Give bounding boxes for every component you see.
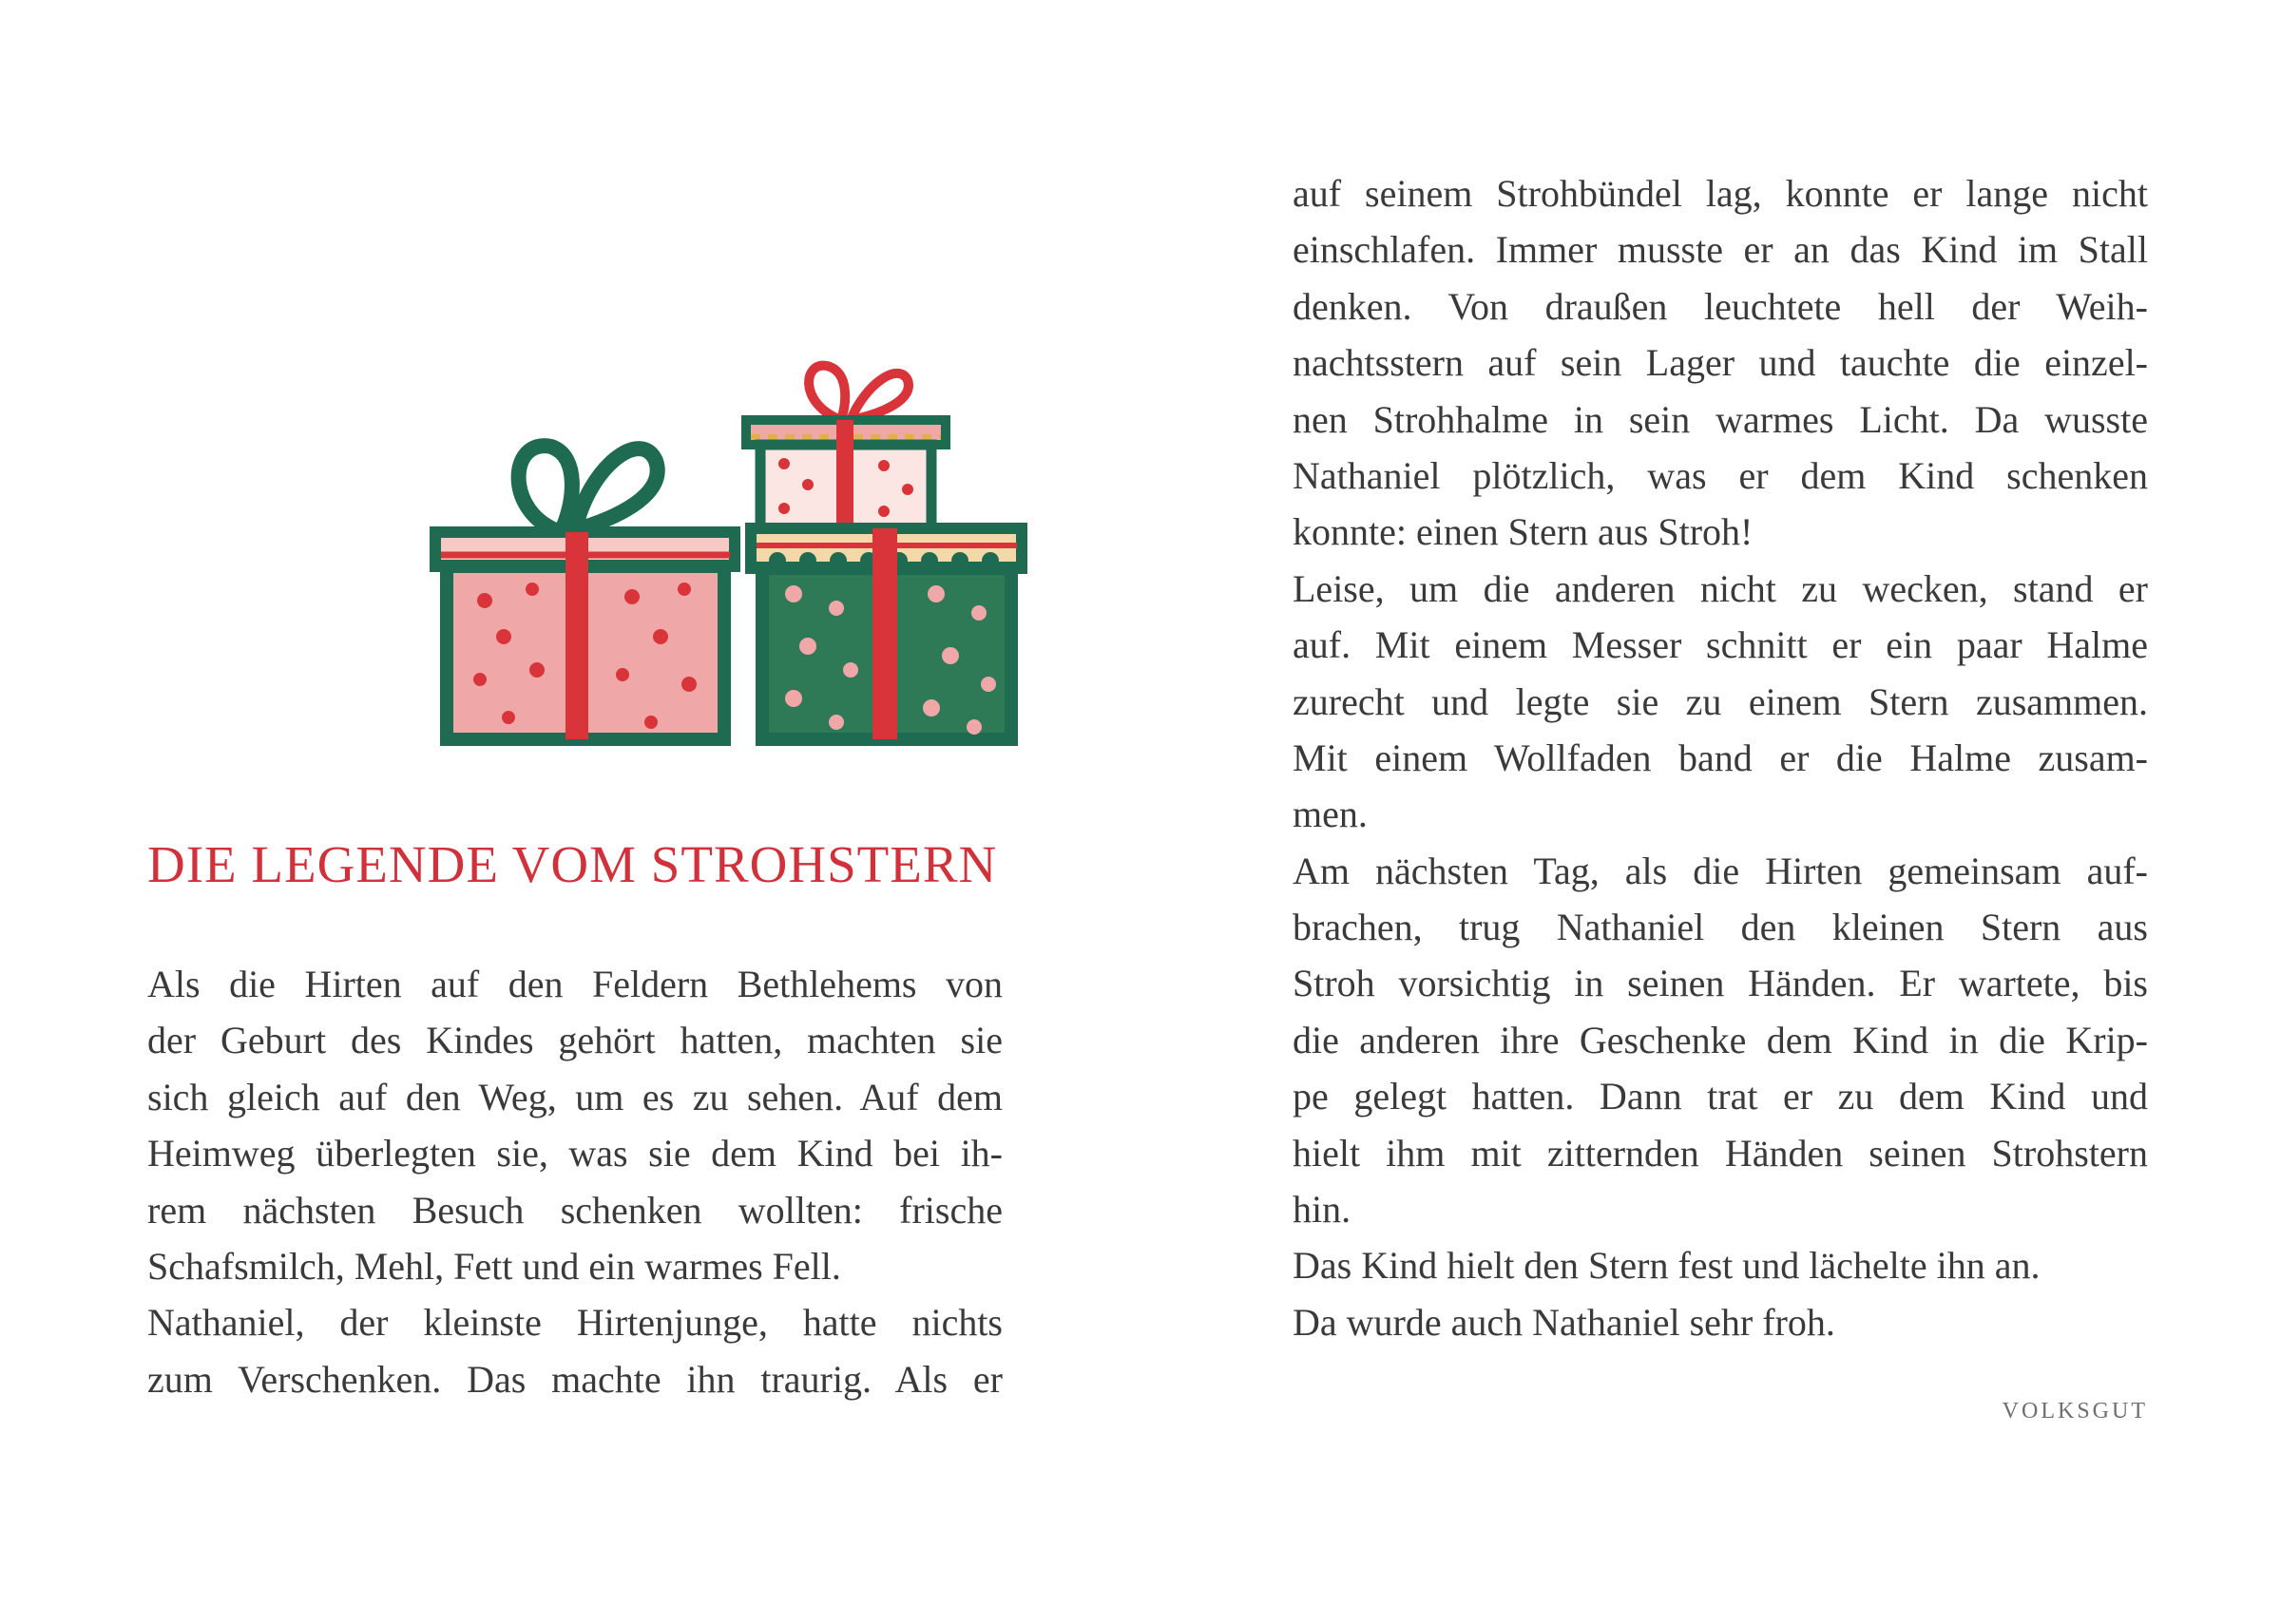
gift-boxes-icon xyxy=(418,352,1045,770)
text-line: Heimweg überlegten sie, was sie dem Kind bei ih- xyxy=(147,1132,1003,1175)
text-line: auf. Mit einem Messer schnitt er ein paar Halme xyxy=(1293,623,2148,667)
text-line: konnte: einen Stern aus Stroh! xyxy=(1293,510,1754,554)
text-line: zum Verschenken. Das machte ihn traurig. Als er xyxy=(147,1357,1003,1401)
source-attribution: VOLKSGUT xyxy=(2002,1399,2148,1423)
text-line: Schafsmilch, Mehl, Fett und ein warmes Fell. xyxy=(147,1244,841,1288)
text-line: Als die Hirten auf den Feldern Bethlehems von xyxy=(147,963,1003,1005)
text-line: der Geburt des Kindes gehört hatten, machten sie xyxy=(147,1019,1003,1062)
text-line: hielt ihm mit zitternden Händen seinen Strohstern xyxy=(1293,1131,2148,1175)
text-line: sich gleich auf den Weg, um es zu sehen. Auf dem xyxy=(147,1075,1003,1118)
text-line: einschlafen. Immer musste er an das Kind im Stall xyxy=(1293,228,2148,272)
text-line: auf seinem Strohbündel lag, konnte er lange nicht xyxy=(1293,172,2148,215)
text-line: Nathaniel, der kleinste Hirtenjunge, hatte nichts xyxy=(147,1301,1003,1345)
text-line: brachen, trug Nathaniel den kleinen Stern aus xyxy=(1293,906,2148,949)
text-line: denken. Von draußen leuchtete hell der Weih- xyxy=(1293,284,2148,328)
large-gift-icon xyxy=(435,446,735,739)
left-text-column xyxy=(147,956,1003,1407)
text-line: Das Kind hielt den Stern fest und lächelte ihn an. xyxy=(1293,1244,2041,1288)
text-line: Leise, um die anderen nicht zu wecken, stand er xyxy=(1293,566,2148,610)
text-line: Da wurde auch Nathaniel sehr froh. xyxy=(1293,1300,1835,1344)
green-gift-icon xyxy=(751,528,1022,739)
text-line: Mit einem Wollfaden band er die Halme zusam- xyxy=(1293,736,2148,779)
text-line: Stroh vorsichtig in seinen Händen. Er wartete, bis xyxy=(1293,962,2148,1005)
right-text-column xyxy=(1293,165,2148,1350)
text-line: nachtsstern auf sein Lager und tauchte die einzel- xyxy=(1293,341,2148,385)
text-line: Nathaniel plötzlich, was er dem Kind schenken xyxy=(1293,453,2148,497)
text-line: die anderen ihre Geschenke dem Kind in die Krip- xyxy=(1293,1018,2148,1061)
text-line: Am nächsten Tag, als die Hirten gemeinsam auf- xyxy=(1293,849,2148,892)
text-line: rem nächsten Besuch schenken wollten: frische xyxy=(147,1188,1003,1232)
text-line: men. xyxy=(1293,793,1368,836)
text-line: zurecht und legte sie zu einem Stern zusammen. xyxy=(1293,679,2148,723)
story-title: DIE LEGENDE VOM STROHSTERN xyxy=(147,835,998,893)
text-line: nen Strohhalme in sein warmes Licht. Da wusste xyxy=(1293,397,2148,441)
text-line: hin. xyxy=(1293,1188,1351,1232)
text-line: pe gelegt hatten. Dann trat er zu dem Kind und xyxy=(1293,1075,2148,1118)
small-gift-icon xyxy=(746,366,946,528)
